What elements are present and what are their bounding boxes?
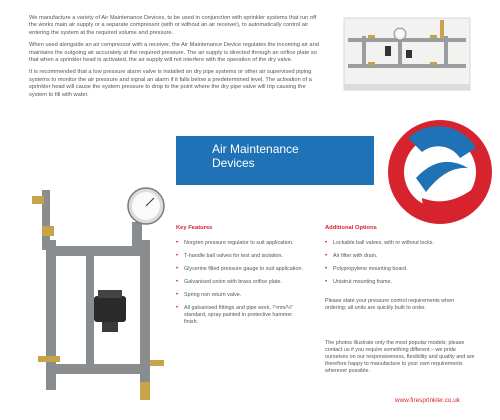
bullet-icon: • xyxy=(176,253,179,259)
title-line-1: Air Maintenance xyxy=(212,142,299,156)
bullet-icon: • xyxy=(325,253,328,259)
bullet-icon: • xyxy=(176,305,179,311)
title-line-2: Devices xyxy=(212,156,255,170)
list-item-text: Spring non return valve. xyxy=(184,292,242,298)
list-item xyxy=(176,292,306,299)
key-features-heading: Key Features xyxy=(176,225,213,231)
title-banner xyxy=(176,136,374,185)
key-features-section xyxy=(176,225,306,332)
bullet-icon: • xyxy=(176,292,179,298)
bullet-icon: • xyxy=(325,279,328,285)
company-logo xyxy=(356,108,494,236)
additional-options-list xyxy=(325,240,475,286)
list-item xyxy=(325,279,475,286)
website-link[interactable]: www.firesprinkler.co.uk xyxy=(395,397,460,404)
intro-text xyxy=(29,15,319,104)
list-item xyxy=(176,240,306,247)
intro-paragraph-2: When used alongside an air compressor with a receiver, the Air Maintenance Device regulates the incoming air and maintains the outgoing air accurately at the required pressure. The air supply is directed through an orifice plate so that when a sprinkler head is activated, the air supply will not interfere with the operation of the dry valve. xyxy=(29,42,319,64)
bullet-icon: • xyxy=(176,279,179,285)
mounted-device-photo xyxy=(340,12,474,96)
list-item-text: Galvanised union with brass orifice plate. xyxy=(184,279,282,285)
list-item-text: Polypropylene mounting board. xyxy=(333,266,408,272)
list-item-text: Air filter with drain. xyxy=(333,253,378,259)
list-item xyxy=(325,253,475,260)
list-item-text: Glycerine filled pressure gauge to suit application. xyxy=(184,266,303,272)
key-features-list xyxy=(176,240,306,326)
list-item-text: T-handle ball valves for test and isolation. xyxy=(184,253,283,259)
intro-paragraph-3: It is recommended that a low pressure alarm valve is installed on dry pipe systems or other air supervised piping systems to monitor the air pressure and signal an alarm if it falls below a predetermined level. The activation of a sprinkler head will cause the system pressure to drop to the point where the dry pipe valve will trip causing the system to fill with water. xyxy=(29,69,312,98)
list-item-text: Norgren pressure regulator to suit application. xyxy=(184,240,294,246)
bullet-icon: • xyxy=(176,266,179,272)
list-item xyxy=(176,279,306,286)
ordering-note: Please state your pressure control requirements when ordering; all units are quickly built to order. xyxy=(325,298,455,311)
pipe-assembly-photo xyxy=(28,186,178,408)
additional-options-heading: Additional Options xyxy=(325,225,377,231)
list-item-text: All galvanised fittings and pipe work, ¹⁵mm/½″ standard, spray painted in protective hammer finish. xyxy=(184,305,294,325)
additional-options-section xyxy=(325,225,475,312)
list-item-text: Unistrut mounting frame. xyxy=(333,279,393,285)
list-item xyxy=(176,253,306,260)
list-item xyxy=(176,266,306,273)
list-item-text: Lockable ball valves, with or without locks. xyxy=(333,240,434,246)
closing-note: The photos illustrate only the most popular models; please contact us if you require something different – we pride ourselves on our responsiveness, flexibility and quality and are therefore happy to manufacture to your own requirements wherever possible. xyxy=(325,340,475,374)
list-item xyxy=(176,305,306,326)
intro-paragraph-1: We manufacture a variety of Air Maintenance Devices, to be used in conjunction with sprinkler systems that run off the works main air supply or a separate compressor (with or without an air receiver), to automatically control air entering the system at the required volume and pressure. xyxy=(29,15,317,36)
bullet-icon: • xyxy=(325,266,328,272)
bullet-icon: • xyxy=(325,240,328,246)
list-item xyxy=(325,266,475,273)
bullet-icon: • xyxy=(176,240,179,246)
list-item xyxy=(325,240,475,247)
